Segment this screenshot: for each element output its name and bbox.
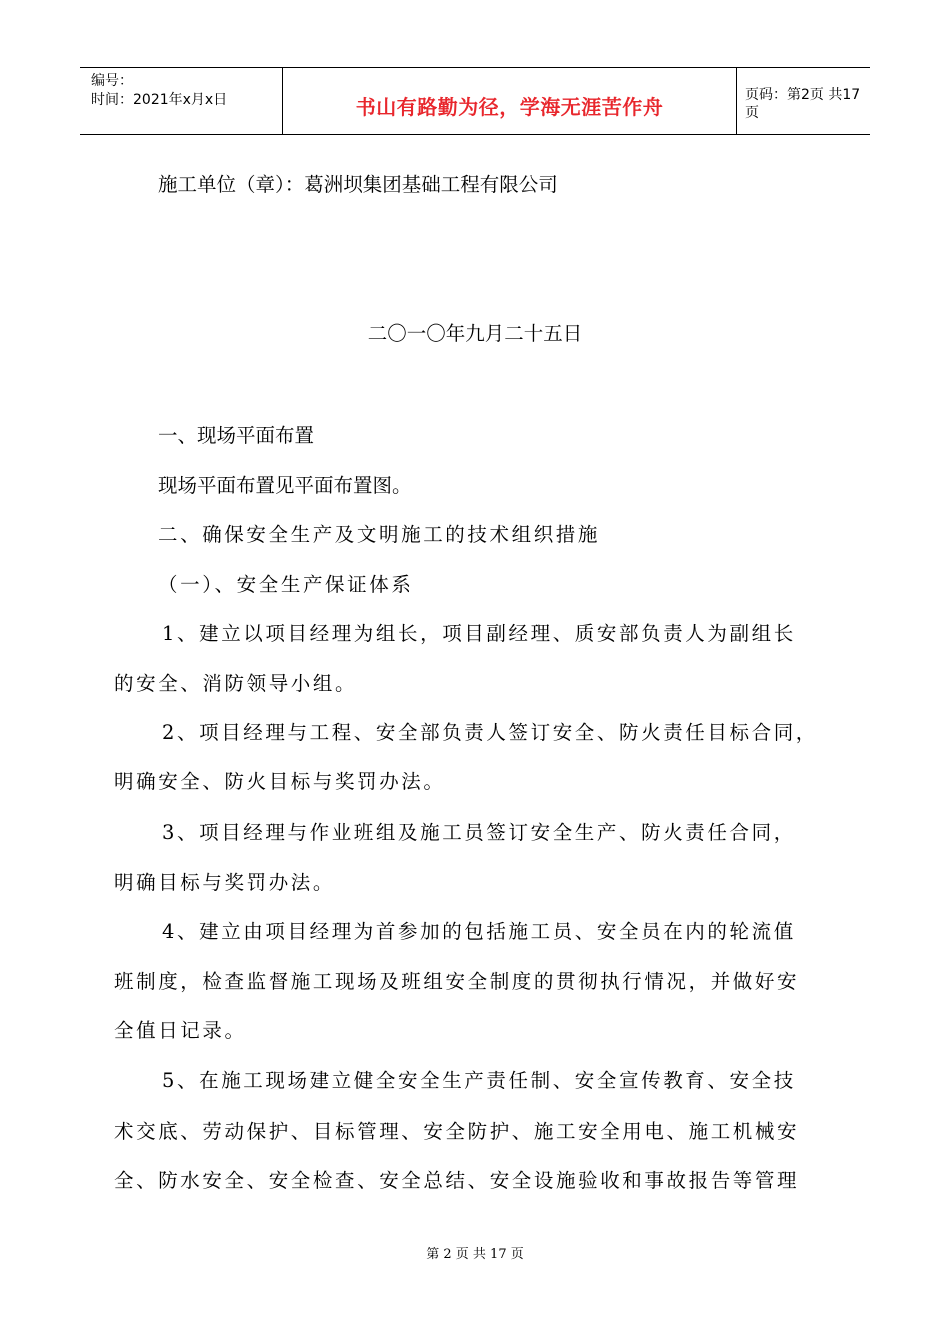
header-right-cell <box>737 68 870 134</box>
section-heading: 一、现场平面布置 <box>158 424 315 447</box>
paragraph-line: 明确目标与奖罚办法。 <box>114 871 336 894</box>
paragraph-line: 现场平面布置见平面布置图。 <box>158 474 412 497</box>
paragraph-line: 班制度，检查监督施工现场及班组安全制度的贯彻执行情况，并做好安 <box>114 970 800 993</box>
paragraph-line: 全、防水安全、安全检查、安全总结、安全设施验收和事故报告等管理 <box>114 1169 800 1192</box>
date-line: 二〇一〇年九月二十五日 <box>367 322 583 345</box>
paragraph-line: 术交底、劳动保护、目标管理、安全防护、施工安全用电、施工机械安 <box>114 1120 800 1143</box>
paragraph-line: 2、项目经理与工程、安全部负责人签订安全、防火责任目标合同， <box>162 721 818 744</box>
number-label: 编号： <box>91 73 133 89</box>
header-table <box>80 67 870 135</box>
motto-text: 书山有路勤为径，学海无涯苦作舟 <box>355 94 664 119</box>
subsection-heading: （一）、安全生产保证体系 <box>158 573 414 596</box>
header-center-cell <box>282 68 737 134</box>
paragraph-line: 5、在施工现场建立健全安全生产责任制、安全宣传教育、安全技 <box>162 1069 796 1092</box>
paragraph-line: 全值日记录。 <box>114 1019 247 1042</box>
paragraph-line: 的安全、消防领导小组。 <box>114 672 358 695</box>
page-footer: 第 2 页 共 17 页 <box>426 1247 524 1262</box>
paragraph-line: 1、建立以项目经理为组长，项目副经理、质安部负责人为副组长 <box>162 622 796 645</box>
section-heading: 二、确保安全生产及文明施工的技术组织措施 <box>158 523 601 546</box>
time-label: 时间：2021年x月x日 <box>91 92 228 108</box>
paragraph-line: 明确安全、防火目标与奖罚办法。 <box>114 770 446 793</box>
construction-unit-line: 施工单位（章）：葛洲坝集团基础工程有限公司 <box>158 173 558 196</box>
paragraph-line: 3、项目经理与作业班组及施工员签订安全生产、防火责任合同， <box>162 821 796 844</box>
paragraph-line: 4、建立由项目经理为首参加的包括施工员、安全员在内的轮流值 <box>162 920 796 943</box>
page-info: 页码：第2页 共17页 <box>745 87 861 121</box>
header-left-cell <box>80 68 282 134</box>
